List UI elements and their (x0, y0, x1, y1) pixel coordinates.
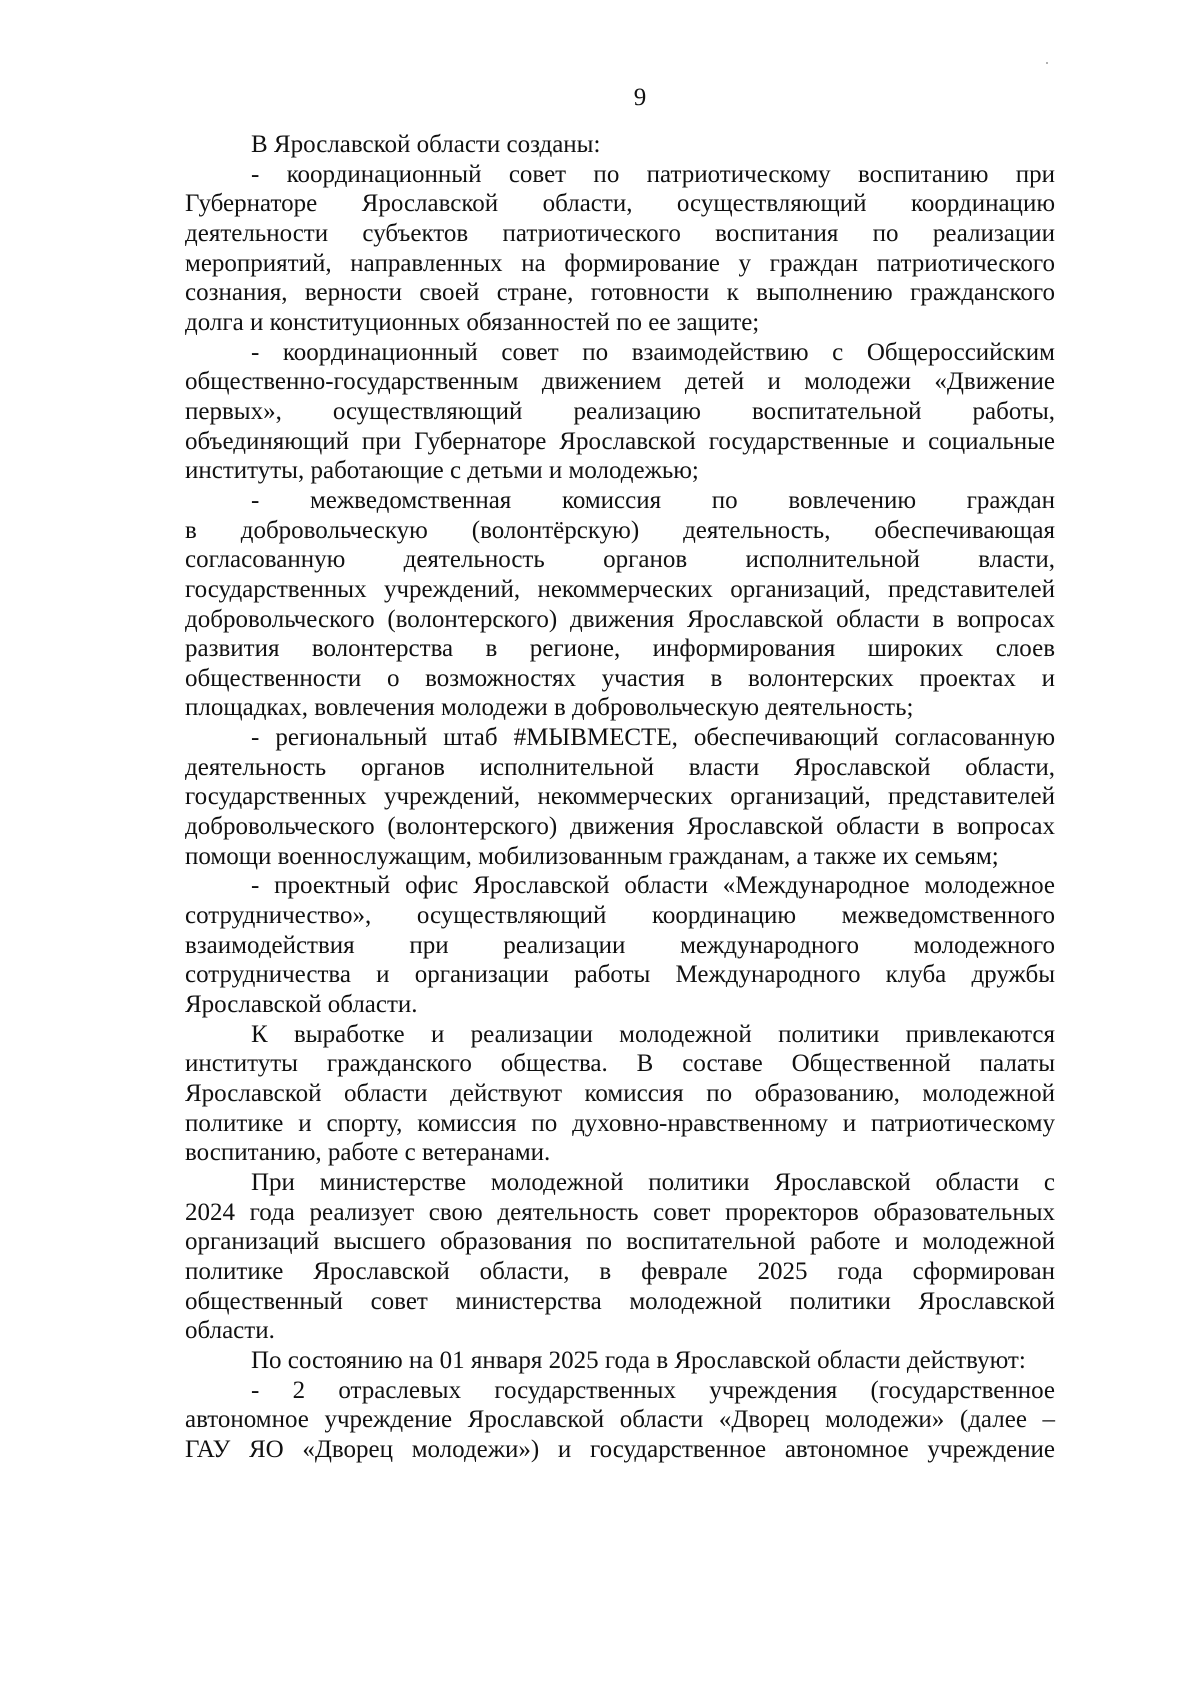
text-line: По состоянию на 01 января 2025 года в Ярославской области действуют: (251, 1346, 1026, 1374)
text-line: политике Ярославской области, в феврале 2025 года сформирован (185, 1257, 1055, 1285)
text-line: При министерстве молодежной политики Ярославской области с (251, 1168, 1055, 1196)
paragraph (185, 723, 1055, 871)
text-line: общественно-государственным движением детей и молодежи «Движение (185, 368, 1055, 396)
paragraph (185, 1020, 1055, 1168)
document-body (185, 130, 1055, 1465)
text-line: государственных учреждений, некоммерческих организаций, представителей (185, 783, 1055, 811)
text-line: долга и конституционных обязанностей по ее защите; (185, 308, 760, 336)
text-line: взаимодействия при реализации международного молодежного (185, 931, 1055, 959)
text-line: области. (185, 1317, 275, 1345)
text-line: деятельность органов исполнительной власти Ярославской области, (185, 753, 1055, 781)
text-line: институты, работающие с детьми и молодежью; (185, 457, 699, 485)
text-line: согласованную деятельность органов исполнительной власти, (185, 546, 1055, 574)
text-line: развития волонтерства в регионе, информирования широких слоев (185, 635, 1055, 663)
text-line: организаций высшего образования по воспитательной работе и молодежной (185, 1228, 1055, 1256)
text-line: - региональный штаб #МЫВМЕСТЕ, обеспечивающий согласованную (251, 724, 1055, 752)
text-line: 2024 года реализует свою деятельность совет проректоров образовательных (185, 1198, 1055, 1226)
paragraph (185, 1168, 1055, 1346)
text-line: - межведомственная комиссия по вовлечению граждан (251, 486, 1055, 514)
text-line: - 2 отраслевых государственных учреждения (государственное (251, 1376, 1055, 1404)
text-line: в добровольческую (волонтёрскую) деятельность, обеспечивающая (185, 516, 1055, 544)
text-line: объединяющий при Губернаторе Ярославской государственные и социальные (185, 427, 1055, 455)
text-line: В Ярославской области созданы: (251, 131, 601, 158)
text-line: общественный совет министерства молодежной политики Ярославской (185, 1287, 1055, 1315)
paragraph (185, 130, 1055, 160)
text-line: помощи военнослужащим, мобилизованным гражданам, а также их семьям; (185, 842, 999, 870)
paragraph (185, 1346, 1055, 1376)
text-line: сотрудничества и организации работы Международного клуба дружбы (185, 961, 1055, 989)
text-line: мероприятий, направленных на формирование у граждан патриотического (185, 249, 1055, 277)
paragraph (185, 1376, 1055, 1465)
text-line: институты гражданского общества. В составе Общественной палаты (185, 1050, 1055, 1078)
text-line: - проектный офис Ярославской области «Международное молодежное (251, 872, 1055, 900)
paragraph (185, 338, 1055, 486)
paragraph (185, 871, 1055, 1019)
text-line: сознания, верности своей стране, готовности к выполнению гражданского (185, 279, 1055, 307)
text-line: Губернаторе Ярославской области, осуществляющий координацию (185, 190, 1055, 218)
text-line: автономное учреждение Ярославской области «Дворец молодежи» (далее – (185, 1406, 1055, 1434)
text-line: политике и спорту, комиссия по духовно-нравственному и патриотическому (185, 1109, 1055, 1137)
text-line: первых», осуществляющий реализацию воспитательной работы, (185, 397, 1055, 425)
text-line: ГАУ ЯО «Дворец молодежи») и государственное автономное учреждение (185, 1435, 1055, 1463)
text-line: площадках, вовлечения молодежи в добровольческую деятельность; (185, 694, 914, 722)
text-line: сотрудничество», осуществляющий координацию межведомственного (185, 902, 1055, 930)
text-line: государственных учреждений, некоммерческих организаций, представителей (185, 575, 1055, 603)
page-number: 9 (633, 84, 647, 111)
text-line: добровольческого (волонтерского) движения Ярославской области в вопросах (185, 813, 1055, 841)
text-line: - координационный совет по патриотическому воспитанию при (251, 160, 1055, 188)
text-line: - координационный совет по взаимодействию с Общероссийским (251, 338, 1055, 366)
text-line: деятельности субъектов патриотического воспитания по реализации (185, 219, 1055, 247)
text-line: К выработке и реализации молодежной политики привлекаются (251, 1020, 1055, 1048)
text-line: общественности о возможностях участия в волонтерских проектах и (185, 664, 1055, 692)
text-line: Ярославской области. (185, 991, 418, 1019)
paragraph (185, 486, 1055, 723)
text-line: добровольческого (волонтерского) движения Ярославской области в вопросах (185, 605, 1055, 633)
text-line: Ярославской области действуют комиссия по образованию, молодежной (185, 1080, 1055, 1107)
text-line: воспитанию, работе с ветеранами. (185, 1139, 551, 1167)
paragraph (185, 160, 1055, 338)
scan-speck (1046, 62, 1048, 64)
